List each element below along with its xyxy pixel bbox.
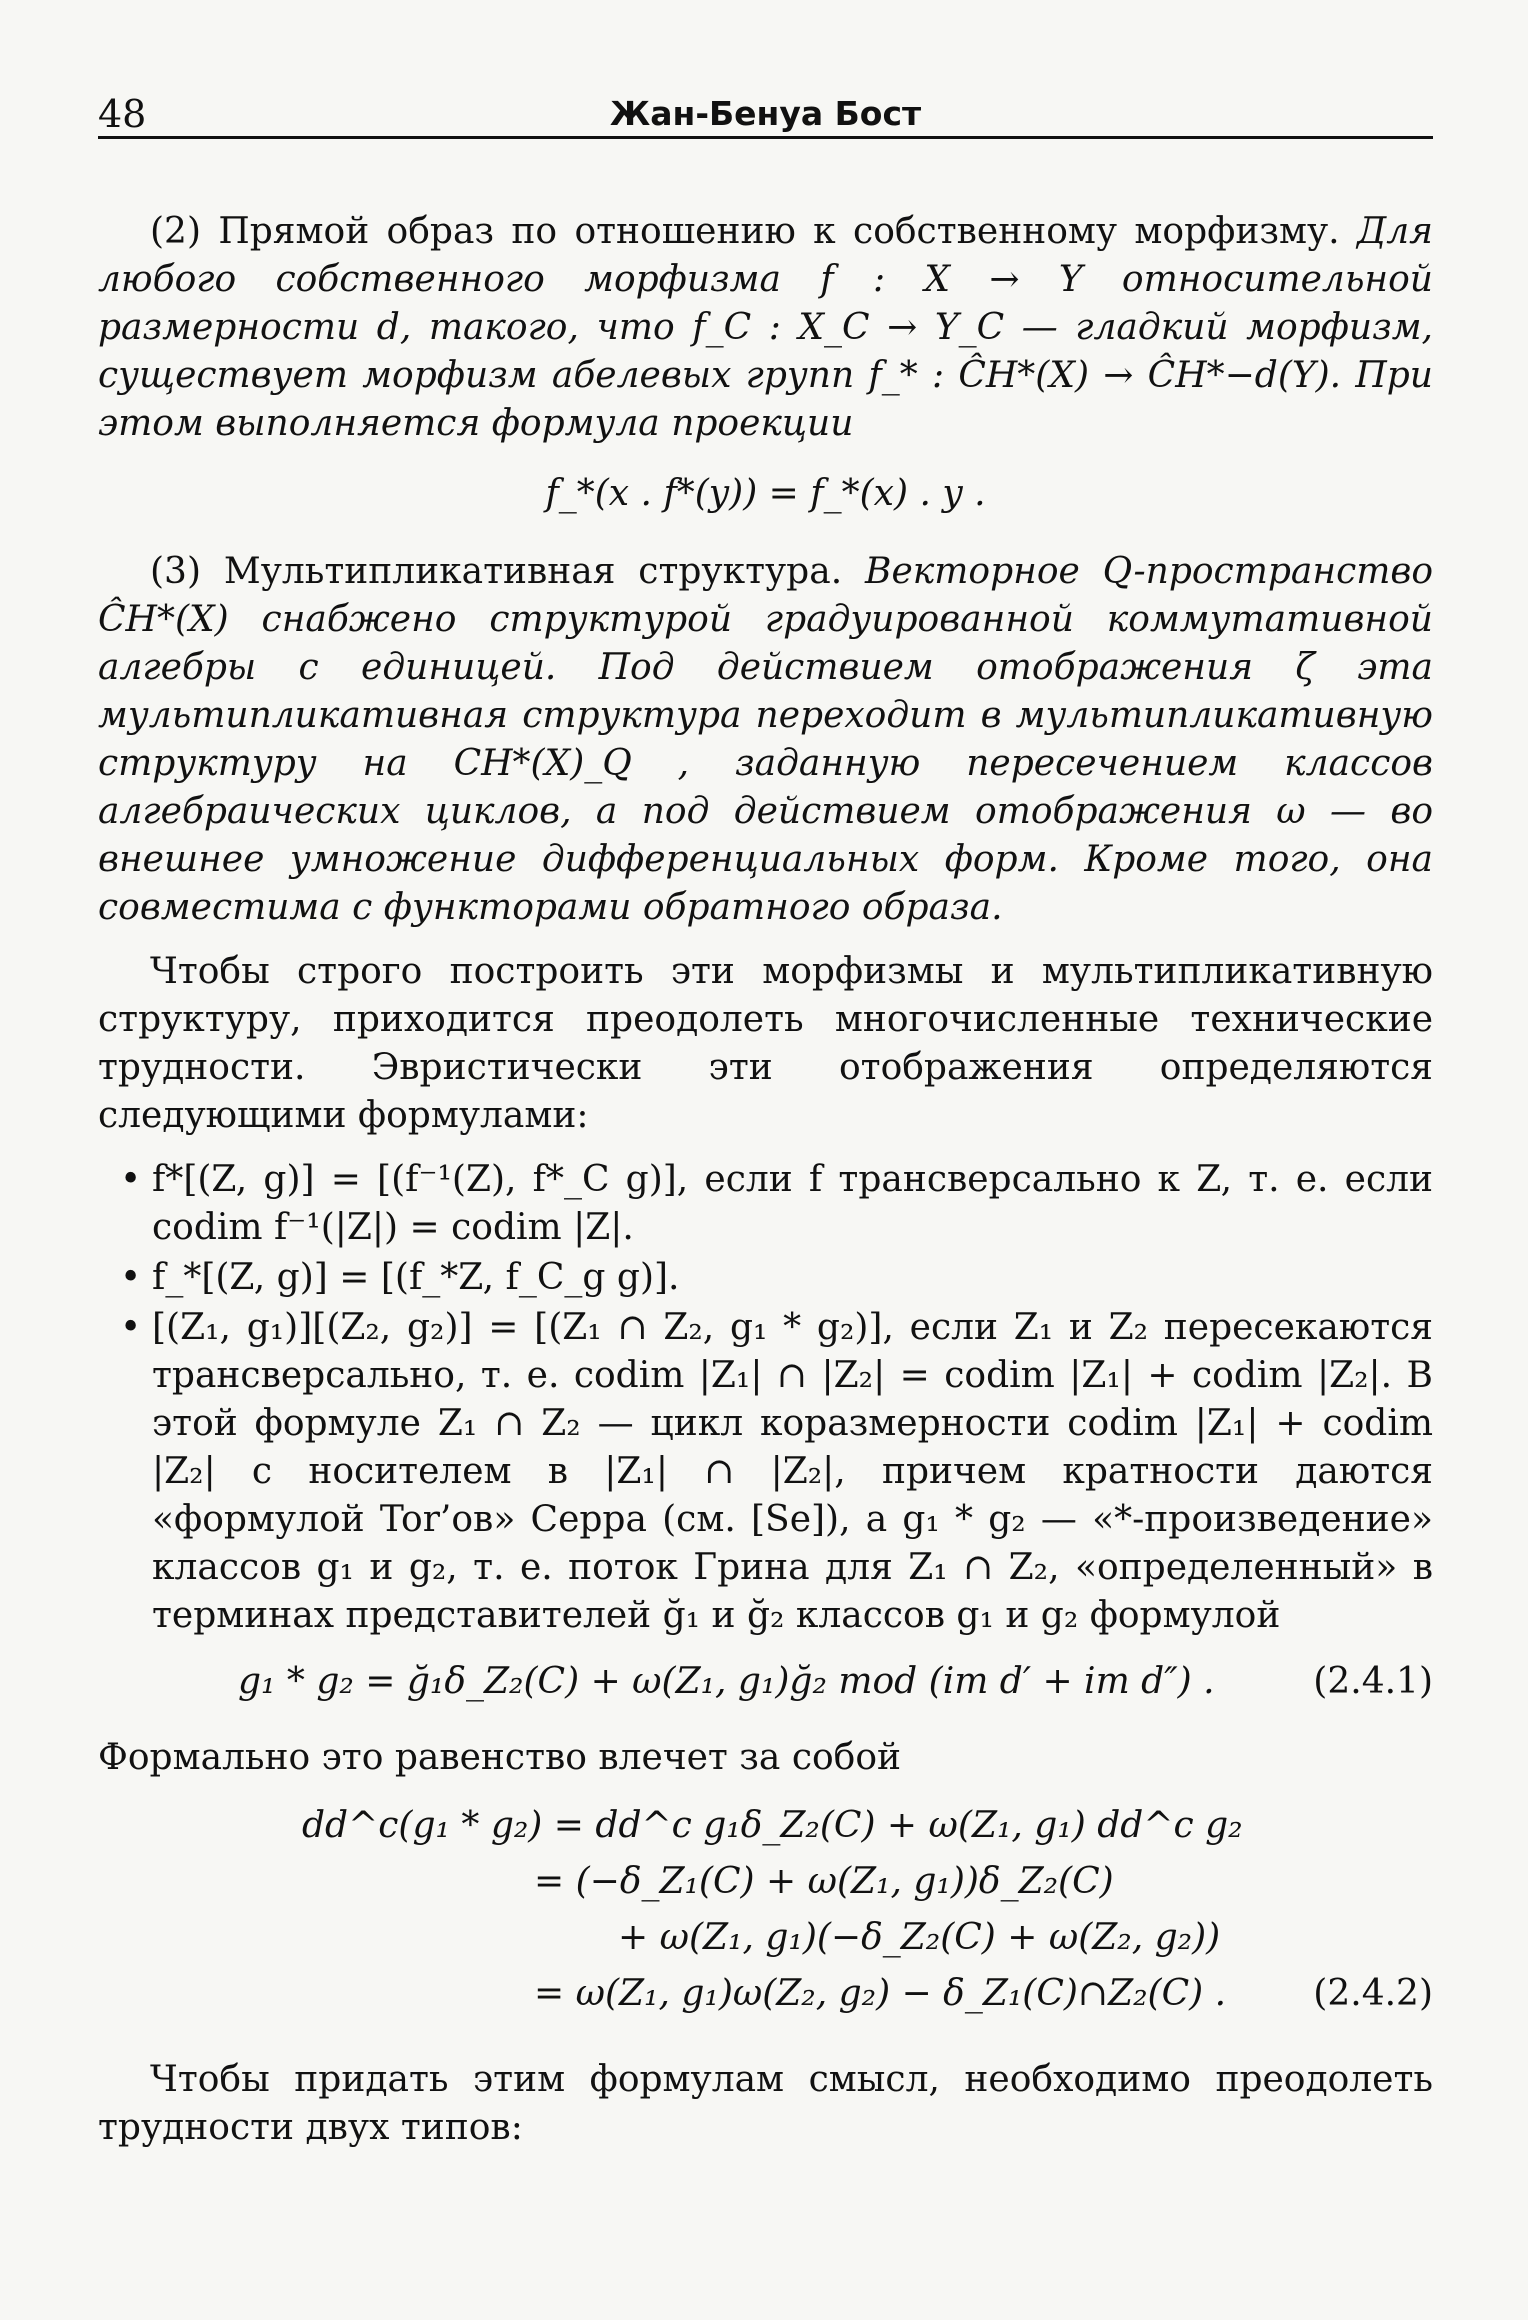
- list-item: • [(Z₁, g₁)][(Z₂, g₂)] = [(Z₁ ∩ Z₂, g₁ * g₂)], если Z₁ и Z₂ пересекаются трансверсально, т. е. codim |Z₁| ∩ |Z₂| = codim |Z₁| + codim |Z₂|. В этой формуле Z₁ ∩ Z₂ — цикл коразмерности codim |Z₁| + codim |Z₂| с носителем в |Z₁| ∩ |Z₂|, причем кратности даются «формулой Tor’ов» Серра (см. [Se]), а g₁ * g₂ — «*-произведение» классов g₁ и g₂, т. е. поток Грина для Z₁ ∩ Z₂, «определенный» в терминах представителей ğ₁ и ğ₂ классов g₁ и g₂ формулой: [98, 1304, 1433, 1640]
- equation-number: (2.4.2): [1313, 1973, 1433, 2014]
- formula-list: [98, 1156, 1433, 1640]
- equation-line-text: + ω(Z₁, g₁)(−δ_Z₂(C) + ω(Z₂, g₂)): [618, 1917, 1221, 1958]
- equation-2-4-2: [98, 1802, 1433, 2026]
- paragraph-1: Чтобы строго построить эти морфизмы и мультипликативную структуру, приходится преодолеть многочисленные технические трудности. Эвристически эти отображения определяются следующими формулами:: [98, 951, 1433, 1136]
- equation-line: [98, 1858, 1433, 1914]
- equation-line: [98, 1802, 1433, 1858]
- equation-line: [98, 1914, 1433, 1970]
- equation-line-text: = ω(Z₁, g₁)ω(Z₂, g₂) − δ_Z₁(C)∩Z₂(C) .: [534, 1973, 1227, 2014]
- equation-line-text: = (−δ_Z₁(C) + ω(Z₁, g₁))δ_Z₂(C): [534, 1861, 1114, 1902]
- page-header: [98, 92, 1433, 139]
- equation-2-4-1: [98, 1658, 1433, 1710]
- equation-line: [98, 1970, 1433, 2026]
- item-3: [98, 548, 1433, 932]
- list-item: • f*[(Z, g)] = [(f⁻¹(Z), f*_C g)], если f трансверсально к Z, т. е. если codim f⁻¹(|Z|) = codim |Z|.: [98, 1156, 1433, 1252]
- item-2: [98, 208, 1433, 448]
- page-number: 48: [98, 92, 147, 136]
- paragraph-2: Формально это равенство влечет за собой: [98, 1737, 902, 1778]
- equation-number: (2.4.1): [1313, 1661, 1433, 1702]
- item-3-lead: (3) Мультипликативная структура.: [150, 551, 843, 592]
- list-item: • f_*[(Z, g)] = [(f_*Z, f_C_g g)].: [98, 1254, 1433, 1302]
- equation-expression: g₁ * g₂ = ğ₁δ_Z₂(C) + ω(Z₁, g₁)ğ₂ mod (im d′ + im d″) .: [238, 1661, 1215, 1702]
- paragraph-3: Чтобы придать этим формулам смысл, необходимо преодолеть трудности двух типов:: [98, 2059, 1433, 2148]
- equation-line-text: dd^c(g₁ * g₂) = dd^c g₁δ_Z₂(C) + ω(Z₁, g₁) dd^c g₂: [302, 1805, 1243, 1846]
- page-body: [98, 208, 1433, 2168]
- item-3-body: Векторное Q-пространство ĈH*(X) снабжено структурой градуированной коммутативной алгебры с единицей. Под действием отображения ζ эта мультипликативная структура переходит в мультипликативную структуру на CH*(X)_Q , заданную пересечением классов алгебраических циклов, а под действием отображения ω — во внешнее умножение дифференциальных форм. Кроме того, она совместима с функторами обратного образа.: [98, 551, 1433, 928]
- item-2-lead: (2) Прямой образ по отношению к собственному морфизму.: [150, 211, 1340, 252]
- running-title: Жан-Бенуа Бост: [609, 94, 922, 133]
- projection-formula: f_*(x . f*(y)) = f_*(x) . y .: [545, 473, 986, 514]
- item-2-body: Для любого собственного морфизма f : X → Y относительной размерности d, такого, что f_C : X_C → Y_C — гладкий морфизм, существует морфизм абелевых групп f_* : ĈH*(X) → ĈH*−d(Y). При этом выполняется формула проекции: [98, 211, 1433, 444]
